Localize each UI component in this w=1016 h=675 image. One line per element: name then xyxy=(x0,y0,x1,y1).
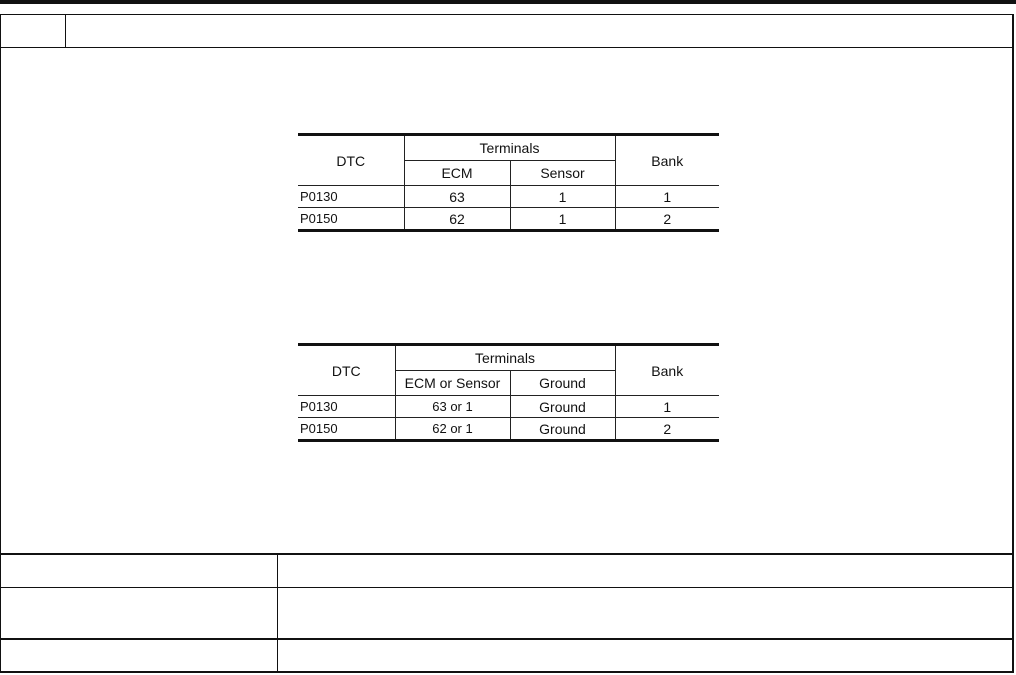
dtc-cell: P0130 xyxy=(298,186,404,208)
short-to-ground-table xyxy=(298,343,719,442)
sensor-header: Sensor xyxy=(510,161,615,186)
ecm-cell: 62 xyxy=(404,208,510,231)
procedure-frame xyxy=(0,14,1014,673)
terminals-header: Terminals xyxy=(404,135,615,161)
result-value-cell xyxy=(279,640,1012,672)
ecm-or-sensor-cell: 62 or 1 xyxy=(395,418,510,441)
sensor-cell: 1 xyxy=(510,186,615,208)
terminals-header: Terminals xyxy=(395,345,615,371)
dtc-cell: P0150 xyxy=(298,418,395,441)
step-number-cell xyxy=(1,15,66,47)
result-value-cell xyxy=(279,588,1012,638)
top-rule xyxy=(0,0,1016,4)
table-row xyxy=(298,396,719,418)
bank-cell: 1 xyxy=(615,186,719,208)
table-row xyxy=(298,208,719,231)
result-ok-row xyxy=(1,588,1012,640)
bank-cell: 1 xyxy=(615,396,719,418)
dtc-header: DTC xyxy=(298,345,395,396)
ground-header: Ground xyxy=(510,371,615,396)
dtc-cell: P0130 xyxy=(298,396,395,418)
dtc-header: DTC xyxy=(298,135,404,186)
bank-cell: 2 xyxy=(615,418,719,441)
dtc-cell: P0150 xyxy=(298,208,404,231)
sensor-cell: 1 xyxy=(510,208,615,231)
bank-header: Bank xyxy=(615,345,719,396)
ground-cell: Ground xyxy=(510,396,615,418)
result-value-cell xyxy=(279,555,1012,587)
result-header-row xyxy=(1,555,1012,588)
result-ng-row xyxy=(1,640,1012,672)
continuity-table xyxy=(298,133,719,232)
result-table xyxy=(1,553,1012,672)
table-row xyxy=(298,418,719,441)
ecm-cell: 63 xyxy=(404,186,510,208)
ecm-or-sensor-cell: 63 or 1 xyxy=(395,396,510,418)
ecm-header: ECM xyxy=(404,161,510,186)
result-label-cell xyxy=(1,588,278,638)
bank-header: Bank xyxy=(615,135,719,186)
step-header xyxy=(1,15,1012,48)
step-title-cell xyxy=(67,15,1012,47)
table-row xyxy=(298,186,719,208)
result-label-cell xyxy=(1,555,278,587)
bank-cell: 2 xyxy=(615,208,719,231)
ground-cell: Ground xyxy=(510,418,615,441)
result-label-cell xyxy=(1,640,278,672)
ecm-or-sensor-header: ECM or Sensor xyxy=(395,371,510,396)
